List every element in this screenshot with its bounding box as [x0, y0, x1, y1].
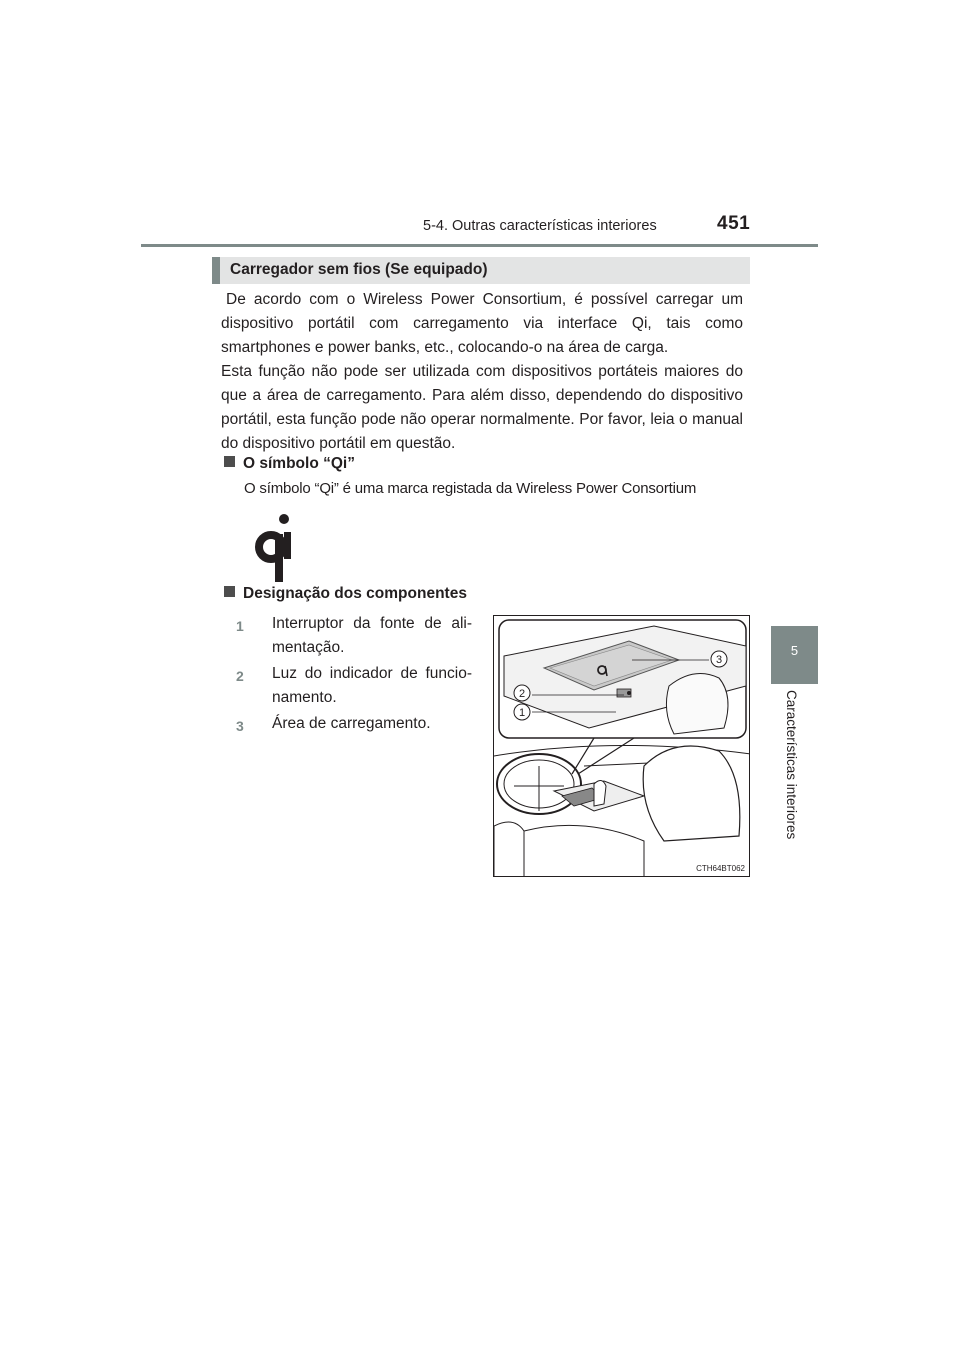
qi-symbol-heading	[224, 455, 355, 473]
components-list	[236, 612, 472, 737]
page-number: 451	[717, 213, 751, 234]
section-title: Carregador sem fios (Se equipado)	[230, 261, 488, 278]
car-interior-drawing	[494, 616, 750, 877]
chapter-tab-number: 5	[790, 643, 799, 658]
square-bullet-icon	[224, 456, 235, 467]
qi-trademark-text: O símbolo “Qi” é uma marca registada da Wireless Power Consortium	[244, 480, 697, 497]
list-item	[236, 712, 472, 736]
callout-3: 3	[715, 654, 723, 666]
item-number: 1	[236, 618, 244, 634]
qi-symbol-heading-text: O símbolo “Qi”	[243, 455, 355, 472]
list-item	[236, 612, 472, 660]
charger-illustration	[493, 615, 750, 877]
callout-1: 1	[518, 707, 526, 719]
item-label: Área de carregamento.	[272, 715, 431, 732]
paragraph-limitations: Esta função não pode ser utilizada com dispositivos portáteis maiores do que a área de carregamento. Para além disso, dependendo do dispositivo portátil, esta função pode não operar normalmente. Por favor, leia o manual do dispositivo portátil em questão.	[221, 363, 743, 452]
header-section-title: 5-4. Outras características interiores	[423, 218, 657, 234]
components-heading	[224, 585, 467, 603]
chapter-tab[interactable]	[771, 626, 818, 684]
components-heading-text: Designação dos componentes	[243, 585, 467, 602]
item-number: 2	[236, 668, 244, 684]
paragraph-intro: De acordo com o Wireless Power Consortium, é possível carregar um dispositivo portátil com carregamento via interface Qi, tais como smartphones e power banks, etc., colocando-o na área de carga.	[221, 291, 743, 356]
figure-code: CTH64BT062	[696, 864, 745, 873]
chapter-tab-label-wrap	[784, 690, 806, 860]
item-number: 3	[236, 718, 244, 734]
header-rule	[141, 244, 818, 247]
section-title-bar	[212, 257, 750, 284]
item-label: Luz do indicador de funcio-namento.	[272, 665, 472, 706]
list-item	[236, 662, 472, 710]
chapter-tab-label: Características interiores	[784, 690, 799, 840]
item-label: Interruptor da fonte de ali-mentação.	[272, 615, 472, 656]
qi-logo-icon	[252, 512, 298, 584]
callout-2: 2	[518, 688, 526, 700]
square-bullet-icon	[224, 586, 235, 597]
